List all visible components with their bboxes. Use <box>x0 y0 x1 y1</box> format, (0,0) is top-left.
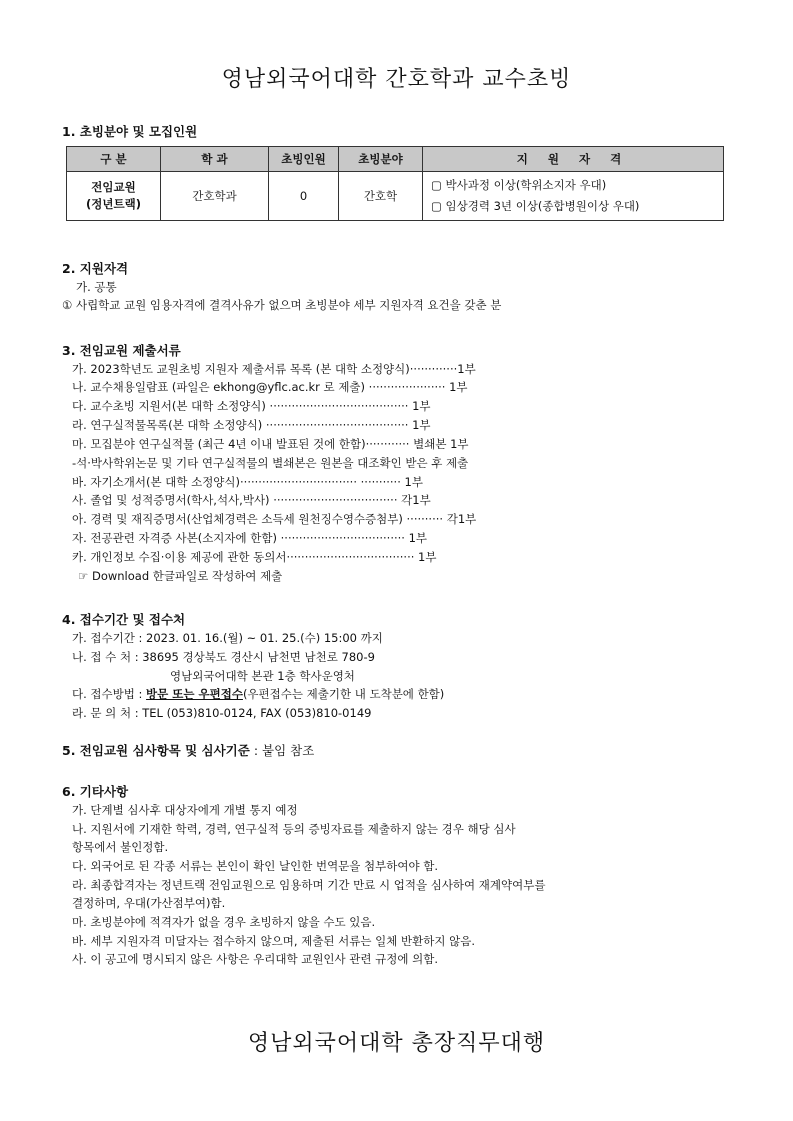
cell-department: 간호학과 <box>161 172 269 221</box>
table-header-row <box>67 147 724 172</box>
section2-heading: 2. 지원자격 <box>62 261 129 276</box>
cell-category <box>67 172 161 221</box>
section6-heading: 6. 기타사항 <box>62 784 129 799</box>
qualification-2: ▢ 임상경력 3년 이상(종합병원이상 우대) <box>431 199 640 213</box>
table-row <box>67 172 724 221</box>
cell-qualification <box>423 172 724 221</box>
download-note: ☞ Download 한글파일로 작성하여 제출 <box>78 569 283 583</box>
signature-footer: 영남외국어대학 총장직무대행 <box>247 1031 546 1056</box>
list-item: 라. 연구실적물목록(본 대학 소정양식) ······································· 1부 <box>72 418 431 432</box>
section2-line: 가. 공통 <box>76 280 117 294</box>
header-field: 초빙분야 <box>339 147 423 172</box>
contact-line: 라. 문 의 처 : TEL (053)810-0124, FAX (053)810-0149 <box>72 706 372 720</box>
section5-line <box>62 741 314 759</box>
list-item: 사. 졸업 및 성적증명서(학사,석사,박사) ·································· 각1부 <box>72 493 431 507</box>
section3-heading: 3. 전임교원 제출서류 <box>62 343 181 358</box>
list-item: 라. 최종합격자는 정년트랙 전임교원으로 임용하며 기간 만료 시 업적을 심사하여 재계약여부를 <box>72 878 546 892</box>
list-item: 바. 세부 지원자격 미달자는 접수하지 않으며, 제출된 서류는 일체 반환하지 않음. <box>72 934 476 948</box>
method-prefix: 다. 접수방법 : <box>72 687 147 701</box>
header-qualification: 지 원 자 격 <box>423 147 724 172</box>
list-item: 다. 교수초빙 지원서(본 대학 소정양식) ······································ 1부 <box>72 399 431 413</box>
section4-heading: 4. 접수기간 및 접수처 <box>62 612 186 627</box>
list-item: 결정하며, 우대(가산점부여)함. <box>72 896 226 910</box>
list-item: -석·박사학위논문 및 기타 연구실적물의 별쇄본은 원본을 대조확인 받은 후 제출 <box>72 456 469 470</box>
list-item: 가. 단계별 심사후 대상자에게 개별 통지 예정 <box>72 803 298 817</box>
list-item: 사. 이 공고에 명시되지 않은 사항은 우리대학 교원인사 관련 규정에 의함. <box>72 952 439 966</box>
list-item: 마. 초빙분야에 적격자가 없을 경우 초빙하지 않을 수도 있음. <box>72 915 376 929</box>
list-item: 나. 교수채용일람표 (파일은 ekhong@yflc.ac.kr 로 제출) ····················· 1부 <box>72 380 468 394</box>
list-item: 나. 지원서에 기재한 학력, 경력, 연구실적 등의 증빙자료를 제출하지 않는 경우 해당 심사 <box>72 822 516 836</box>
list-item: 항목에서 불인정함. <box>72 840 169 854</box>
method-suffix: (우편접수는 제출기한 내 도착분에 한함) <box>242 687 445 701</box>
section2-line: ① 사립학교 교원 임용자격에 결격사유가 없으며 초빙분야 세부 지원자격 요건을 갖춘 분 <box>62 298 502 312</box>
category-line2: (정년트랙) <box>86 197 141 211</box>
method-line <box>72 686 444 702</box>
list-item: 다. 외국어로 된 각종 서류는 본인이 확인 날인한 번역문을 첨부하여야 함. <box>72 859 439 873</box>
section5-suffix: : 붙임 참조 <box>249 743 315 758</box>
header-count: 초빙인원 <box>269 147 339 172</box>
list-item: 아. 경력 및 재직증명서(산업체경력은 소득세 원천징수영수증첨부) ·········· 각1부 <box>72 512 477 526</box>
section5-heading: 5. 전임교원 심사항목 및 심사기준 <box>62 743 250 758</box>
list-item: 가. 2023학년도 교원초빙 지원자 제출서류 목록 (본 대학 소정양식)·············1부 <box>72 362 476 376</box>
header-department: 학 과 <box>161 147 269 172</box>
period-line: 가. 접수기간 : 2023. 01. 16.(월) ~ 01. 25.(수) 15:00 까지 <box>72 631 383 645</box>
header-category: 구 분 <box>67 147 161 172</box>
list-item: 바. 자기소개서(본 대학 소정양식)································ ··········· 1부 <box>72 475 423 489</box>
cell-count: 0 <box>269 172 339 221</box>
place-line-2: 영남외국어대학 본관 1층 학사운영처 <box>170 669 355 683</box>
list-item: 마. 모집분야 연구실적물 (최근 4년 이내 발표된 것에 한함)············ 별쇄본 1부 <box>72 437 469 451</box>
cell-field: 간호학 <box>339 172 423 221</box>
place-line: 나. 접 수 처 : 38695 경상북도 경산시 남천면 남천로 780-9 <box>72 650 375 664</box>
list-item: 자. 전공관련 자격증 사본(소지자에 한함) ·································· 1부 <box>72 531 428 545</box>
qualification-1: ▢ 박사과정 이상(학위소지자 우대) <box>431 178 607 192</box>
list-item: 카. 개인정보 수집·이용 제공에 관한 동의서··································· 1부 <box>72 550 437 564</box>
recruitment-table <box>66 146 724 221</box>
page-title: 영남외국어대학 간호학과 교수초빙 <box>221 67 572 92</box>
method-emphasis: 방문 또는 우편접수 <box>146 687 243 701</box>
section1-heading: 1. 초빙분야 및 모집인원 <box>62 124 198 139</box>
category-line1: 전임교원 <box>91 180 136 194</box>
